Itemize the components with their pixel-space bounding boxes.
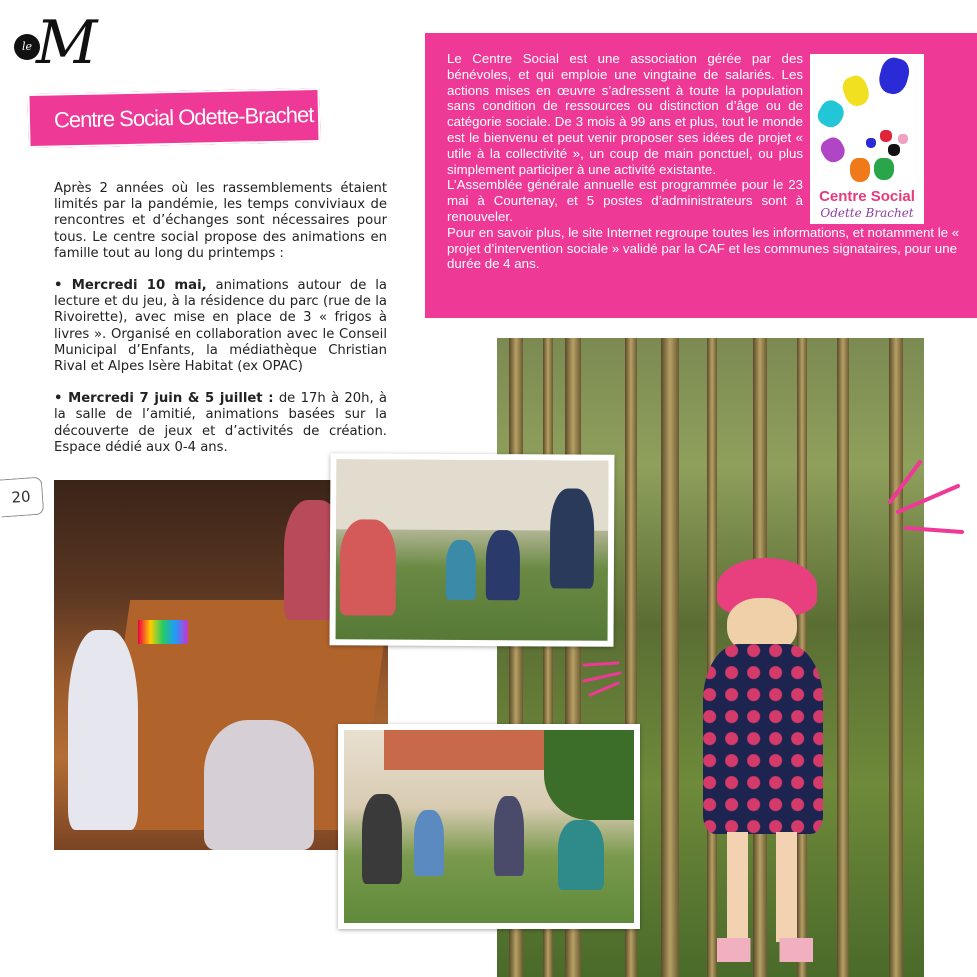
trees — [544, 730, 634, 820]
child-shoes — [717, 938, 813, 962]
stroke-mark — [584, 663, 618, 665]
photo-content — [344, 730, 634, 923]
logo-le: le — [14, 34, 40, 60]
bamboo-stalk — [837, 338, 849, 977]
child-figure — [687, 548, 837, 968]
decorative-strokes — [880, 452, 970, 542]
hand-icon — [840, 73, 873, 109]
child-figure — [68, 630, 138, 830]
hand-icon — [898, 134, 908, 144]
person-figure — [340, 519, 397, 615]
bamboo-stalk — [889, 338, 903, 977]
person-figure — [414, 810, 444, 876]
person-figure — [362, 794, 402, 884]
floral-dress — [703, 644, 823, 834]
person-figure — [494, 796, 524, 876]
title-banner — [27, 88, 320, 148]
stroke-mark — [890, 462, 920, 502]
child-figure — [204, 720, 314, 850]
bamboo-stalk — [661, 338, 679, 977]
decorative-strokes — [580, 655, 630, 705]
event-2-date: • Mercredi 7 juin & 5 juillet : — [54, 391, 274, 407]
info-paragraph-3: Pour en savoir plus, le site Internet regroupe toutes les informations, et notamment le « projet d’intervention sociale » validé par la CAF et les communes signataires, pour une durée de 4 ans. — [447, 224, 960, 272]
info-paragraph-1: Le Centre Social est une association gérée par des bénévoles, et qui emploie une vingtaine de salariés. Les actions mises en œuvre s’adressent à toute la population sans condition de ressources ou distinction d’âge ou de catégorie sociale. De 3 mois à 99 ans et plus, tout le monde est le bienvenu et peut venir proposer ses idées de projet « utile à la collectivité », un coup de main ponctuel, ou plus simplement participer à une activité existante. — [447, 51, 803, 177]
logo-line-2: Odette Brachet — [820, 206, 914, 220]
child-legs — [727, 832, 797, 942]
logo-m: M — [36, 8, 98, 78]
hand-icon — [817, 134, 848, 166]
intro-text — [54, 181, 387, 472]
hand-icon — [880, 130, 892, 142]
hand-icon — [866, 138, 876, 148]
stroke-mark — [584, 673, 620, 681]
event-2 — [54, 391, 387, 456]
hand-icon — [850, 158, 870, 182]
hand-icon — [888, 144, 900, 156]
stroke-mark — [590, 683, 618, 695]
colorful-beads — [138, 620, 188, 644]
hand-icon — [874, 158, 894, 180]
photo-outdoor-circle — [329, 453, 614, 646]
person-figure — [446, 540, 476, 600]
hand-icon — [876, 55, 912, 97]
person-figure — [558, 820, 604, 890]
event-1-date: • Mercredi 10 mai, — [54, 278, 207, 294]
centre-social-logo — [810, 54, 924, 224]
event-2-text: de 17h à 20h, à la salle de l’amitié, animations basées sur la découverte de jeux et d’activités de création. Espace dédié aux 0-4 ans. — [54, 391, 387, 455]
house-roof — [384, 730, 564, 770]
page-number: 20 — [0, 477, 44, 518]
photo-content — [336, 459, 609, 640]
person-figure — [486, 530, 520, 600]
info-paragraph-2: L’Assemblée générale annuelle est programmée pour le 23 mai à Courtenay, et 5 postes d’administrateurs sont à renouveler. — [447, 177, 803, 224]
event-1 — [54, 278, 387, 375]
stroke-mark — [898, 486, 958, 512]
logo-line-1: Centre Social — [819, 188, 915, 205]
magazine-logo — [14, 8, 104, 78]
person-figure — [550, 488, 595, 588]
intro-paragraph: Après 2 années où les rassemblements étaient limités par la pandémie, les temps conviviaux de rencontres et d’échanges sont nécessaires pour tous. Le centre social propose des animations en famille tout au long du printemps : — [54, 181, 387, 261]
photo-outdoor-group — [338, 724, 640, 929]
stroke-mark — [906, 528, 962, 532]
event-1-text: animations autour de la lecture et du jeu, à la résidence du parc (rue de la Rivoirette), avec mise en place de 3 « frigos à livres ». Organisé en collaboration avec le Conseil Municipal d’Enfants, la médiathèque Christian Rival et Alpes Isère Habitat (ex OPAC) — [54, 278, 387, 375]
page-title: Centre Social Odette-Brachet — [53, 102, 314, 133]
hand-icon — [814, 97, 848, 132]
